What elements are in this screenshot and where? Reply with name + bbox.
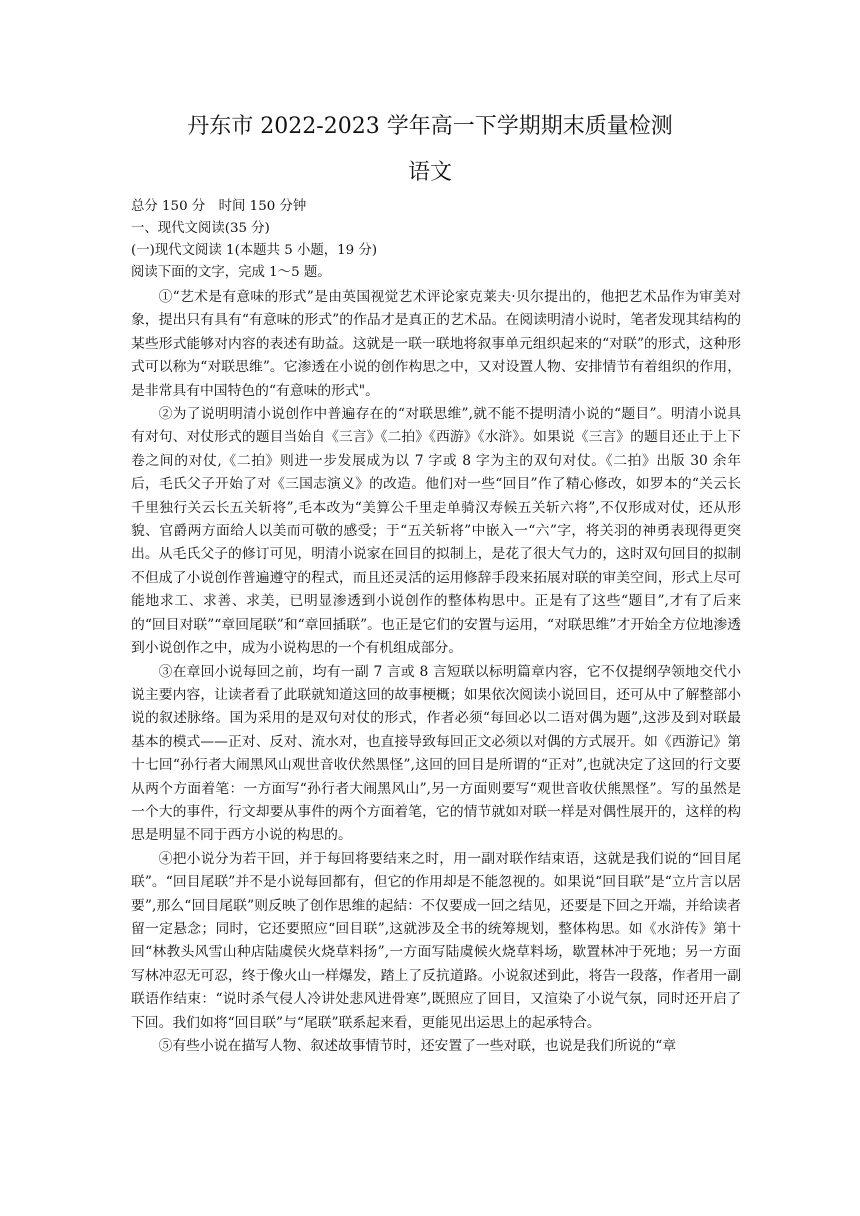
score-time-text: 总分 150 分 时间 150 分钟: [131, 199, 307, 214]
subsection-heading: [131, 240, 741, 261]
reading-instruction: [131, 262, 741, 283]
subsection-title: (一)现代文阅读 1(本题共 5 小题，19 分): [131, 243, 378, 258]
section-title: 一、现代文阅读(35 分): [131, 221, 270, 236]
exam-title: 丹东市 2022-2023 学年高一下学期期末质量检测: [187, 114, 673, 139]
instruction-text: 阅读下面的文字，完成 1～5 题。: [131, 265, 331, 280]
subject-heading: 语文: [407, 160, 452, 185]
paragraph-3: ③在章回小说每回之前，均有一副 7 言或 8 言短联以标明篇章内容，它不仅提纲孕领地交代小说主要内容，让读者看了此联就知道这回的故事梗概；如果依次阅读小说回目，还可从中了解整部小说的叙述脉络。国为采用的是双句对仗的形式，作者必须“每回必以二语对偶为题”,这涉及到对联最基本的模式——正对、反对、流水对，也直接导致每回正文必须以对偶的方式展开。如《西游记》第十七回“孙行者大闹黑风山观世音收伏然黑怪”,这回的回目是所谓的“正对”,也就决定了这回的行文要从两个方面着笔：一方面写“孙行者大闹黑风山”,另一方面则要写“观世音收伏熊黑怪”。写的虽然是一个大的事件，行文却要从事件的两个方面着笔，它的情节就如对联一样是对偶性展开的，这样的构思是明显不同于西方小说的构思的。: [131, 663, 741, 844]
paragraph-5: ⑤有些小说在描写人物、叙述故事情节时，还安置了一些对联，也说是我们所说的“章: [158, 1038, 677, 1054]
paragraph-2: ②为了说明明清小说创作中普遍存在的“对联思维”,就不能不提明清小说的“题目”。明清小说具有对句、对仗形式的题目当始自《三言》《二拍》《西游》《水浒》。如果说《三言》的题目还止于上下卷之间的对仗,《二拍》则进一步发展成为以 7 字或 8 字为主的双句对仗。《二拍》出版 30 余年后，毛氏父子开始了对《三国志演义》的改造。他们对一些“回目”作了精心修改，如罗本的“关云长千里独行关云长五关斩将”,毛本改为“美算公千里走单骑汉寿候五关斩六将”,不仅形成对仗，还从形貌、官爵两方面给人以美而可敬的感受；于“五关斩将”中嵌入一“六”字，将关羽的神勇表现得更突出。从毛氏父子的修订可见，明清小说家在回目的拟制上，是花了很大气力的，这时双句回目的拟制不但成了小说创作普遍遵守的程式，而且还灵活的运用修辞手段来拓展对联的审美空间，形式上尽可能地求工、求善、求美，已明显渗透到小说创作的整体构思中。正是有了这些“题目”,才有了后来的“回目对联”“章回尾联”和“章回插联”。也正是它们的安置与运用，“对联思维”才开始全方位地渗透到小说创作之中，成为小说构思的一个有机组成部分。: [131, 406, 741, 657]
section-heading: [131, 218, 741, 239]
reading-passage: [131, 286, 741, 1058]
paragraph-1: ①“艺术是有意味的形式”是由英国视觉艺术评论家克莱夫·贝尔提出的，他把艺术品作为审美对象，提出只有具有“有意味的形式”的作品才是真正的艺术品。在阅读明清小说时，笔者发现其结构的某些形式能够对内容的表述有助益。这就是一联一联地将叙事单元组织起来的“对联”的形式，这种形式可以称为“对联思维”。它渗透在小说的创作构思之中，又对设置人物、安排情节有着组织的作用，是非常具有中国特色的“有意味的形式"。: [131, 289, 741, 399]
score-time-line: [131, 196, 741, 217]
paragraph-4: ④把小说分为若干回，并于每回将要结来之时，用一副对联作结束语，这就是我们说的“回目尾联”。“回目尾联”并不是小说每回都有，但它的作用却是不能忽视的。如果说“回目联”是“立片言以居要”,那么“回目尾联”则反映了创作思维的起結：不仅要成一回之结见，还要是下回之开端，并给读者留一定悬念；同时，它还要照应“回目联”,这就涉及全书的统筹规划，整体构思。如《水浒传》第十回“林教头风雪山种店陆虞侯火烧草料扬”,一方面写陆虞候火烧草料场，歇置林冲于死地；另一方面写林冲忍无可忍，终于像火山一样爆发，踏上了反抗道路。小说叙述到此，将告一段落，作者用一副联语作结束：“说时杀气侵人冷讲处悲风进骨寒”,既照应了回目，又渲染了小说气氛，同时还开启了下回。我们如将“回目联”与“尾联”联系起来看，更能见出运思上的起承特合。: [131, 850, 741, 1031]
